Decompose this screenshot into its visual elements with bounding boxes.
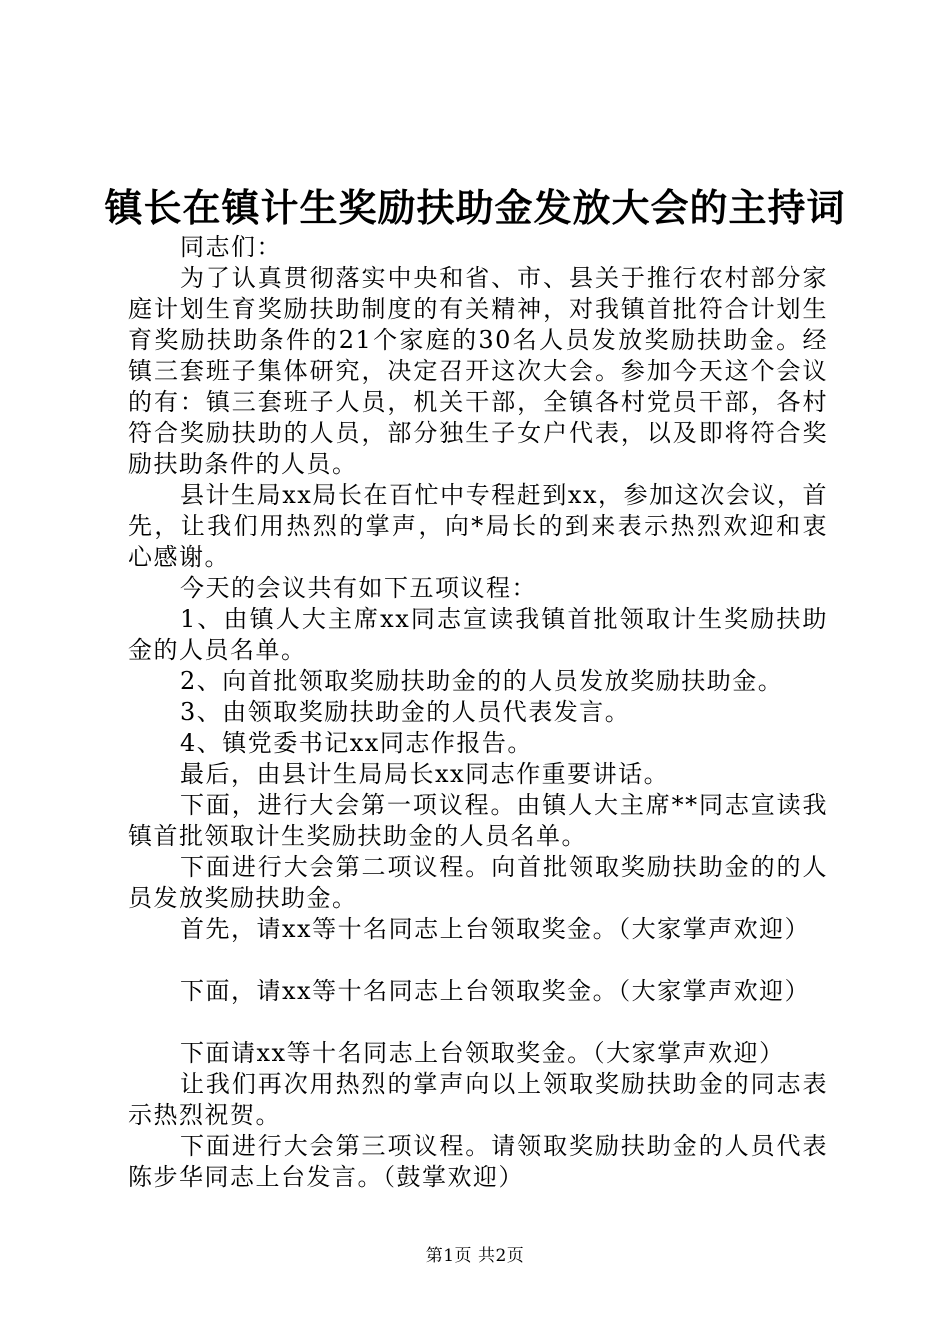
paragraph-spacer (128, 1007, 828, 1038)
paragraph-agenda-heading: 今天的会议共有如下五项议程： (180, 574, 537, 602)
paragraph-welcome: 县计生局xx局长在百忙中专程赶到xx，参加这次会议，首先，让我们用热烈的掌声，向*局长的到来表示热烈欢迎和衷心感谢。 (128, 481, 828, 571)
paragraph-award-3: 下面请xx等十名同志上台领取奖金。（大家掌声欢迎） (180, 1039, 785, 1067)
paragraph-intro: 为了认真贯彻落实中央和省、市、县关于推行农村部分家庭计划生育奖励扶助制度的有关精神，对我镇首批符合计划生育奖励扶助条件的21个家庭的30名人员发放奖励扶助金。经镇三套班子集体研究，决定召开这次大会。参加今天这个会议的有：镇三套班子人员，机关干部，全镇各村党员干部，各村符合奖励扶助的人员，部分独生子女户代表，以及即将符合奖励扶助条件的人员。 (128, 264, 828, 478)
paragraph-congrats: 让我们再次用热烈的掌声向以上领取奖励扶助金的同志表示热烈祝贺。 (128, 1070, 828, 1129)
agenda-item-3: 3、由领取奖励扶助金的人员代表发言。 (180, 698, 631, 726)
paragraph-award-1: 首先，请xx等十名同志上台领取奖金。（大家掌声欢迎） (180, 915, 811, 943)
paragraph-award-2: 下面，请xx等十名同志上台领取奖金。（大家掌声欢迎） (180, 977, 811, 1005)
document-body (128, 232, 828, 1193)
paragraph-greeting: 同志们： (180, 233, 282, 261)
agenda-item-1: 1、由镇人大主席xx同志宣读我镇首批领取计生奖励扶助金的人员名单。 (128, 605, 828, 664)
agenda-item-4: 4、镇党委书记xx同志作报告。 (180, 729, 533, 757)
page-number-footer: 第1页 共2页 (425, 1246, 525, 1266)
paragraph-spacer (128, 945, 828, 976)
document-title: 镇长在镇计生奖励扶助金发放大会的主持词 (104, 185, 846, 230)
paragraph-step-2: 下面进行大会第二项议程。向首批领取奖励扶助金的的人员发放奖励扶助金。 (128, 853, 828, 912)
agenda-item-2: 2、向首批领取奖励扶助金的的人员发放奖励扶助金。 (180, 667, 784, 695)
agenda-item-final: 最后，由县计生局局长xx同志作重要讲话。 (180, 760, 670, 788)
paragraph-step-1: 下面，进行大会第一项议程。由镇人大主席**同志宣读我镇首批领取计生奖励扶助金的人员名单。 (128, 791, 828, 850)
paragraph-step-3: 下面进行大会第三项议程。请领取奖励扶助金的人员代表陈步华同志上台发言。（鼓掌欢迎） (128, 1132, 828, 1191)
